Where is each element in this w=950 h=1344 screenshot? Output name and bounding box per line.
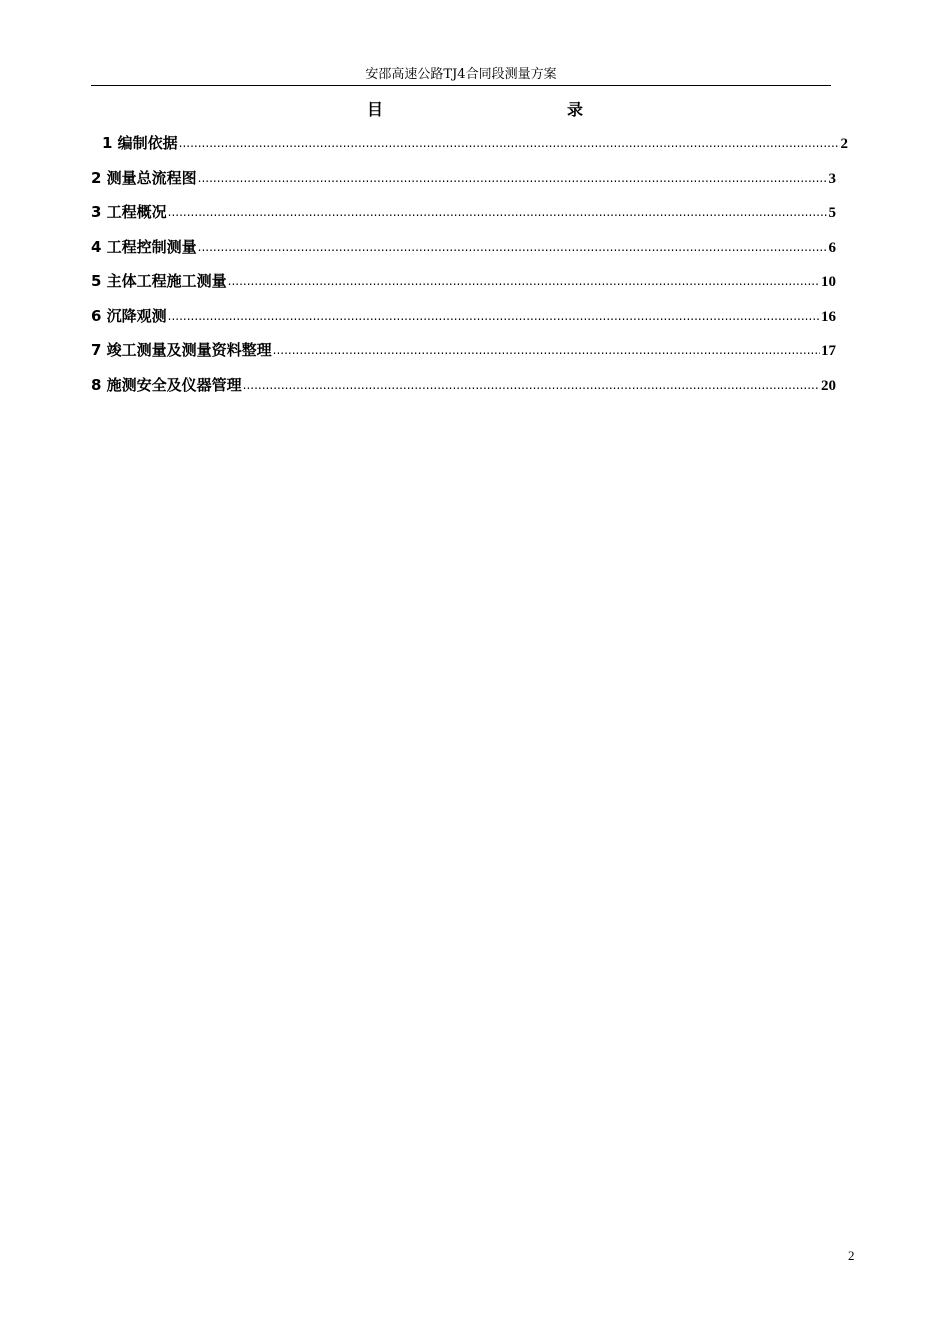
toc-leader bbox=[228, 270, 820, 292]
toc-entry[interactable] bbox=[91, 201, 836, 223]
toc-entry-label: 6 沉降观测 bbox=[91, 307, 167, 325]
toc-entry-label: 5 主体工程施工测量 bbox=[91, 272, 227, 290]
toc-entry-label: 8 施测安全及仪器管理 bbox=[91, 376, 242, 394]
toc-title-left: 目 bbox=[367, 100, 384, 119]
toc-leader bbox=[273, 339, 820, 361]
page-number: 2 bbox=[848, 1248, 855, 1263]
toc-entry-page: 2 bbox=[840, 136, 848, 152]
toc-entry-page: 17 bbox=[821, 343, 836, 359]
header-title: 安邵高速公路TJ4合同段测量方案 bbox=[365, 67, 557, 82]
toc-entry[interactable] bbox=[91, 374, 836, 396]
toc-entry[interactable] bbox=[91, 305, 836, 327]
toc-leader bbox=[198, 236, 828, 258]
toc-entry-page: 20 bbox=[821, 378, 836, 394]
toc-leader bbox=[168, 305, 820, 327]
toc-entry[interactable] bbox=[91, 339, 836, 361]
toc-entry[interactable] bbox=[91, 167, 836, 189]
toc-entry-label: 7 竣工测量及测量资料整理 bbox=[91, 341, 272, 359]
toc-entry[interactable] bbox=[91, 236, 836, 258]
toc-entry-page: 6 bbox=[828, 240, 836, 256]
toc-entry[interactable] bbox=[102, 132, 848, 154]
toc-leader bbox=[198, 167, 828, 189]
toc-entry-page: 5 bbox=[828, 205, 836, 221]
toc-leader bbox=[179, 132, 840, 154]
toc-title-right: 录 bbox=[567, 100, 584, 119]
toc-leader bbox=[168, 201, 828, 223]
toc-entry-label: 3 工程概况 bbox=[91, 203, 167, 221]
toc-entry-page: 16 bbox=[821, 309, 836, 325]
toc-entry-page: 3 bbox=[828, 171, 836, 187]
header-divider bbox=[91, 85, 831, 86]
toc-entry-label: 1 编制依据 bbox=[102, 134, 178, 152]
toc-leader bbox=[243, 374, 820, 396]
toc-entry-label: 2 测量总流程图 bbox=[91, 169, 197, 187]
toc-entry[interactable] bbox=[91, 270, 836, 292]
toc-entry-label: 4 工程控制测量 bbox=[91, 238, 197, 256]
toc-entry-page: 10 bbox=[821, 274, 836, 290]
